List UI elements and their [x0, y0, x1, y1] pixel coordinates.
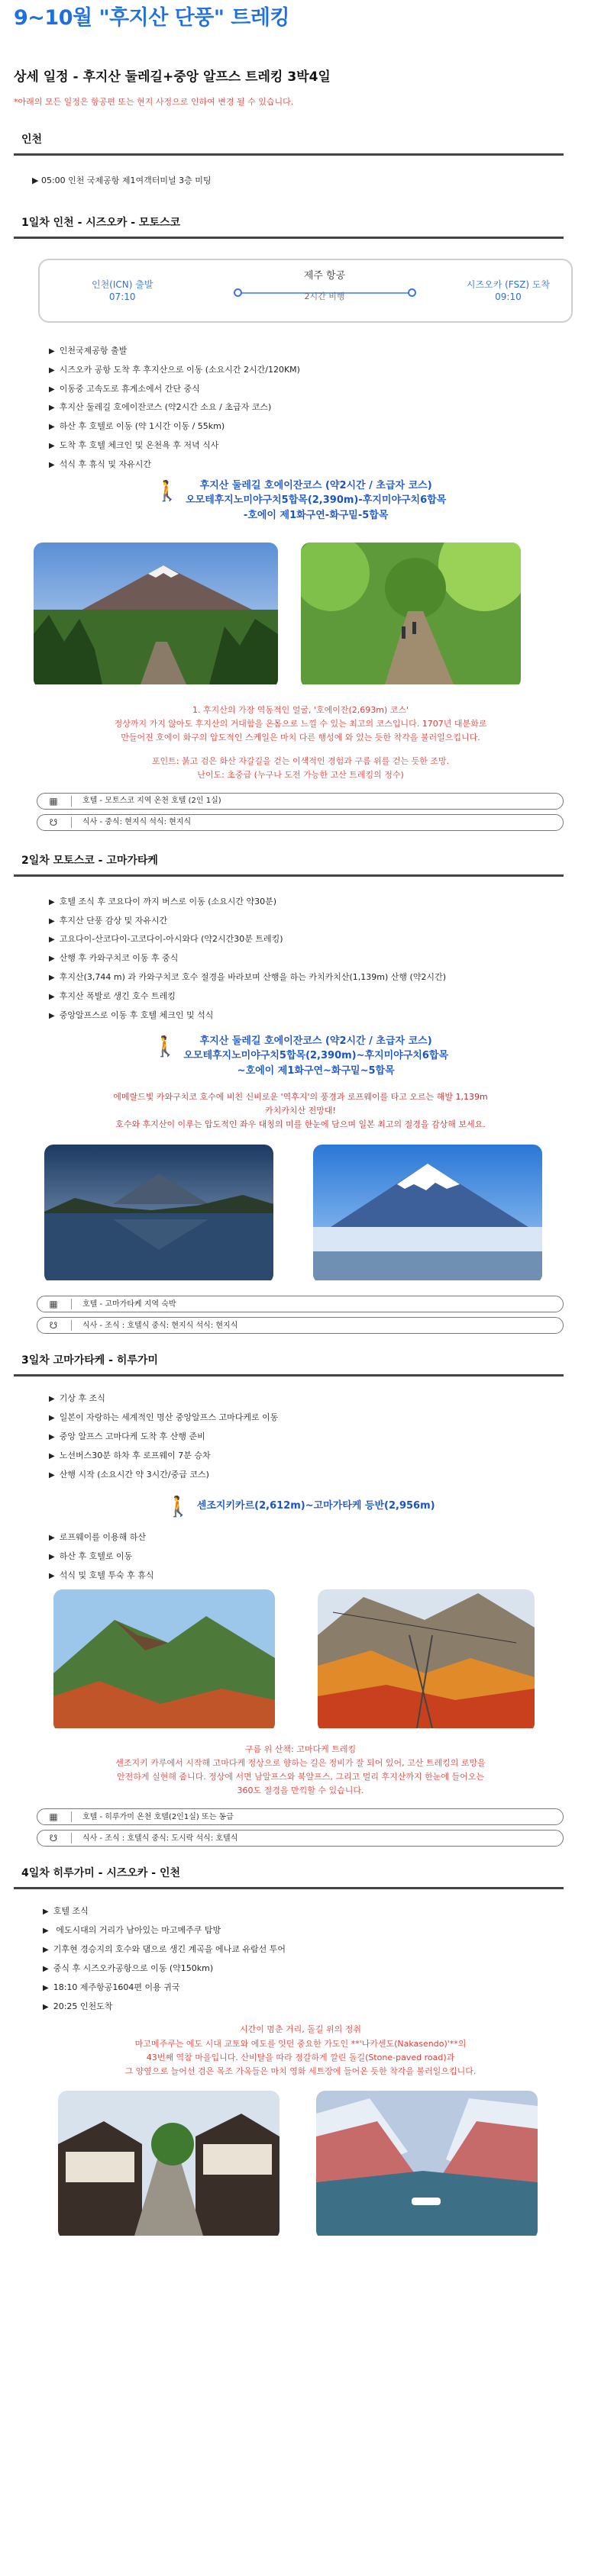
- list-item: ▶ 도착 후 호텔 체크인 및 온천욕 후 저녁 식사: [49, 440, 587, 452]
- day3-course: [14, 1494, 587, 1517]
- course-line: 센조지키카르(2,612m)~고마가타케 등반(2,956m): [196, 1500, 435, 1512]
- desc-line: 포인트: 붉고 검은 화산 자갈길을 걷는 이색적인 경험과 구름 위를 걷는 듯한 조망.: [151, 755, 450, 766]
- desc-line: 마고메주쿠는 에도 시대 교토와 에도를 잇던 중요한 가도인 **'나카센도(Nakasendo)'**의: [134, 2038, 467, 2049]
- hiker-icon: 🚶: [166, 1496, 191, 1519]
- desc-line: 에메랄드빛 카와구치코 호수에 비친 신비로운 '역후지'의 풍경과 로프웨이를 타고 오르는 해발 1,139m: [113, 1092, 488, 1103]
- list-item: ▶ 중앙알프스로 이동 후 호텔 체크인 및 석식: [49, 1010, 587, 1022]
- list-item: ▶ 산행 후 카와구치코 이동 후 중식: [49, 953, 587, 964]
- desc-line: 카치카치산 전망대!: [265, 1106, 336, 1116]
- hotel-text: 호텔 - 모토스코 지역 온천 호텔 (2인 1실): [82, 797, 221, 806]
- day4-photos: [58, 2091, 587, 2240]
- list-item: ▶ 석식 후 휴식 및 자유시간: [49, 459, 587, 471]
- hiker-icon: 🚶: [152, 1035, 178, 1058]
- flight-card: [38, 259, 573, 323]
- desc-line: 1. 후지산의 가장 역동적인 얼굴, '호에이잔(2,693m) 코스': [192, 705, 409, 716]
- course-line: -호에이 제1화구연-화구밑-5합목: [243, 509, 389, 521]
- cutlery-icon: ☋: [49, 1833, 58, 1844]
- cutlery-icon: ☋: [49, 1320, 58, 1331]
- departure-time: 07:10: [108, 291, 136, 303]
- list-item: ▶ 산행 시작 (소요시간 약 3시간/중급 코스): [49, 1470, 587, 1481]
- desc-line: 43번째 역참 마을입니다. 산비탈을 따라 정갈하게 깔린 돌길(Stone-paved road)과: [146, 2052, 455, 2062]
- list-item: ▶ 호텔 조식 후 코요다이 까지 버스로 이동 (소요시간 약30분): [49, 897, 587, 908]
- list-item: ▶ 호텔 조식: [43, 1906, 587, 1918]
- day3-photos: [53, 1589, 587, 1732]
- list-item: ▶ 18:10 제주항공1604편 이용 귀국: [43, 1982, 587, 1994]
- list-item: ▶ 20:25 인천도착: [43, 2001, 587, 2013]
- day1-photos: [34, 543, 587, 688]
- list-item: ▶ 이동중 고속도로 휴게소에서 간단 중식: [49, 384, 587, 395]
- magome-village-photo: [58, 2091, 279, 2240]
- list-item: ▶ 석식 및 호텔 투숙 후 휴식: [49, 1570, 587, 1582]
- section-incheon: 인천: [14, 127, 564, 156]
- list-item: ▶ 노선버스30분 하차 후 로프웨이 7분 승차: [49, 1451, 587, 1462]
- list-item: ▶ 기상 후 조식: [49, 1393, 587, 1405]
- day1-meals: [37, 814, 564, 831]
- enakyo-gorge-photo: [316, 2091, 538, 2240]
- list-item: ▶ 후지산 둘레길 호에이잔코스 (약2시간 소요 / 초급자 코스): [49, 402, 587, 414]
- day3-meals: [37, 1830, 564, 1847]
- course-line: 후지산 둘레길 호에이잔코스 (약2시간 / 초급자 코스): [199, 1035, 432, 1047]
- course-line: ~호에이 제1화구연~화구밑~5합목: [237, 1064, 395, 1077]
- desc-line: 센조지키 카루에서 시작해 고마다케 정상으로 향하는 길은 정비가 잘 되어 있어, 고산 트레킹의 로망을: [115, 1757, 486, 1768]
- course-line: 오모테후지노미야구치5합목(2,390m)-후지미야구치6합목: [186, 494, 447, 507]
- page-title: 9~10월 "후지산 단풍" 트레킹: [14, 6, 290, 30]
- day3-hotel: [37, 1808, 564, 1825]
- course-line: 오모테후지노미야구치5합목(2,390m)~후지미야구치6합목: [183, 1050, 449, 1062]
- desc-line: 그 양옆으로 늘어선 검은 목조 가옥들은 마치 영화 세트장에 들어온 듯한 착각을 불러일으킵니다.: [124, 2066, 477, 2076]
- section-day4: 4일차 히루가미 - 시즈오카 - 인천: [14, 1860, 564, 1889]
- snowy-fuji-photo: [313, 1145, 542, 1284]
- flight-departure: [92, 279, 153, 303]
- day2-description: [14, 1090, 587, 1132]
- arrival-time: 09:10: [495, 291, 522, 303]
- meals-text: 식사 - 조식 : 호텔식 중식: 현지식 석식: 현지식: [82, 1321, 238, 1330]
- day3-itinerary-after: [49, 1532, 587, 1582]
- day1-hotel: [37, 793, 564, 810]
- day1-itinerary: [49, 346, 587, 471]
- page-subtitle: 상세 일정 - 후지산 둘레길+중앙 알프스 트레킹 3박4일: [14, 69, 331, 85]
- day2-meals: [37, 1317, 564, 1334]
- list-item: ▶ 일본이 자랑하는 세계적인 명산 중앙알프스 고마다케로 이동: [49, 1412, 587, 1424]
- desc-line: 정상까지 가지 않아도 후지산의 거대함을 온몸으로 느낄 수 있는 최고의 코스입니다. 1707년 대분화로: [114, 719, 487, 729]
- meals-text: 식사 - 조식 : 호텔식 중식: 도시락 석식: 호텔식: [82, 1834, 238, 1843]
- course-line: 후지산 둘레길 호에이잔코스 (약2시간 / 초급자 코스): [199, 479, 432, 491]
- ropeway-autumn-photo: [318, 1589, 535, 1732]
- day1-description: [14, 704, 587, 782]
- desc-line: 구름 위 산책: 고마다케 트레킹: [244, 1744, 357, 1754]
- building-icon: ▦: [49, 1299, 58, 1310]
- list-item: ▶ 시즈오카 공항 도착 후 후지산으로 이동 (소요시간 2시간/120KM): [49, 365, 587, 376]
- list-item: ▶ 하산 후 호텔로 이동 (약 1시간 이동 / 55km): [49, 421, 587, 433]
- day2-itinerary: [49, 897, 587, 1022]
- desc-line: 360도 절경을 만끽할 수 있습니다.: [237, 1785, 364, 1796]
- day2-course: [14, 1034, 587, 1079]
- day2-photos: [44, 1145, 587, 1284]
- flight-duration: 2시간 비행: [304, 291, 345, 302]
- day3-description: [14, 1743, 587, 1798]
- mount-fuji-trail-photo: [34, 543, 278, 688]
- list-item: ▶ 하산 후 호텔로 이동: [49, 1551, 587, 1563]
- section-day3: 3일차 고마가타케 - 히루가미: [14, 1348, 564, 1377]
- flight-info: [229, 269, 420, 303]
- hotel-text: 호텔 - 고마가타케 지역 숙박: [82, 1299, 176, 1309]
- desc-line: 안전하게 실현해 줍니다. 정상에 서면 남알프스와 북알프스, 그리고 멀리 후지산까지 한눈에 들어오는: [116, 1772, 485, 1782]
- day3-itinerary: [49, 1393, 587, 1480]
- alpine-mountain-photo: [53, 1589, 275, 1732]
- list-item: ▶ 후지산 폭발로 생긴 호수 트레킹: [49, 991, 587, 1003]
- desc-line: 만들어진 호에이 화구의 압도적인 스케일은 마치 다른 행성에 와 있는 듯한 착각을 불러일으킵니다.: [121, 733, 480, 743]
- list-item: ▶ 후지산(3,744 m) 과 카와구치코 호수 절경을 바라보며 산행을 하는 카치카치산(1,139m) 산행 (약2시간): [49, 972, 587, 984]
- meals-text: 식사 - 중식: 현지식 석식: 현지식: [82, 818, 192, 827]
- departure-label: 인천(ICN) 출발: [92, 279, 153, 290]
- flight-arrival: [467, 279, 550, 303]
- meet-text: 05:00 인천 국제공항 제1여객터미널 3층 미팅: [40, 175, 212, 186]
- list-item: ▶ 중앙 알프스 고마다케 도착 후 산행 준비: [49, 1431, 587, 1443]
- building-icon: ▦: [49, 795, 58, 807]
- section-day1: 1일차 인천 - 시즈오카 - 모토스코: [14, 210, 564, 239]
- notice-text: *아래의 모든 일정은 항공편 또는 현지 사정으로 인하여 변경 될 수 있습니다.: [14, 97, 294, 108]
- building-icon: ▦: [49, 1811, 58, 1823]
- list-item: ▶ 고요다이-산코다이-고코다이-아시와다 (약2시간30분 트레킹): [49, 934, 587, 945]
- airline-name: 제주 항공: [303, 269, 346, 282]
- meet-line: ▶ 05:00 인천 국제공항 제1여객터미널 3층 미팅: [32, 175, 212, 186]
- desc-line: 호수와 후지산이 이루는 압도적인 좌우 대칭의 미를 한눈에 담으며 일본 최고의 절경을 감상해 보세요.: [115, 1119, 486, 1130]
- day4-itinerary: [43, 1906, 587, 2012]
- list-item: ▶ 로프웨이를 이용해 하산: [49, 1532, 587, 1544]
- day1-course: [14, 478, 587, 523]
- day2-hotel: [37, 1296, 564, 1312]
- list-item: ▶ 중식 후 시즈오카공항으로 이동 (약150km): [43, 1963, 587, 1975]
- hiker-icon: 🚶: [154, 479, 180, 503]
- forest-trail-photo: [301, 543, 521, 688]
- list-item: ▶ 후지산 단풍 감상 및 자유시간: [49, 916, 587, 927]
- lake-fuji-photo: [44, 1145, 273, 1284]
- desc-line: 난이도: 초중급 (누구나 도전 가능한 고산 트레킹의 정수): [197, 769, 404, 780]
- list-item: ▶ 에도시대의 거리가 남아있는 마고메주쿠 탐방: [43, 1925, 587, 1937]
- arrival-label: 시즈오카 (FSZ) 도착: [466, 279, 550, 290]
- hotel-text: 호텔 - 히루가미 온천 호텔(2인1실) 또는 동급: [82, 1812, 234, 1821]
- day4-description: [14, 2023, 587, 2079]
- list-item: ▶ 인천국제공항 출발: [49, 346, 587, 357]
- list-item: ▶ 기후현 경승지의 호수와 댐으로 생긴 계곡을 에나쿄 유람선 투어: [43, 1944, 587, 1956]
- desc-line: 시간이 멈춘 거리, 돌길 위의 정취: [239, 2024, 362, 2035]
- cutlery-icon: ☋: [49, 816, 58, 828]
- section-day2: 2일차 모토스코 - 고마가타케: [14, 848, 564, 877]
